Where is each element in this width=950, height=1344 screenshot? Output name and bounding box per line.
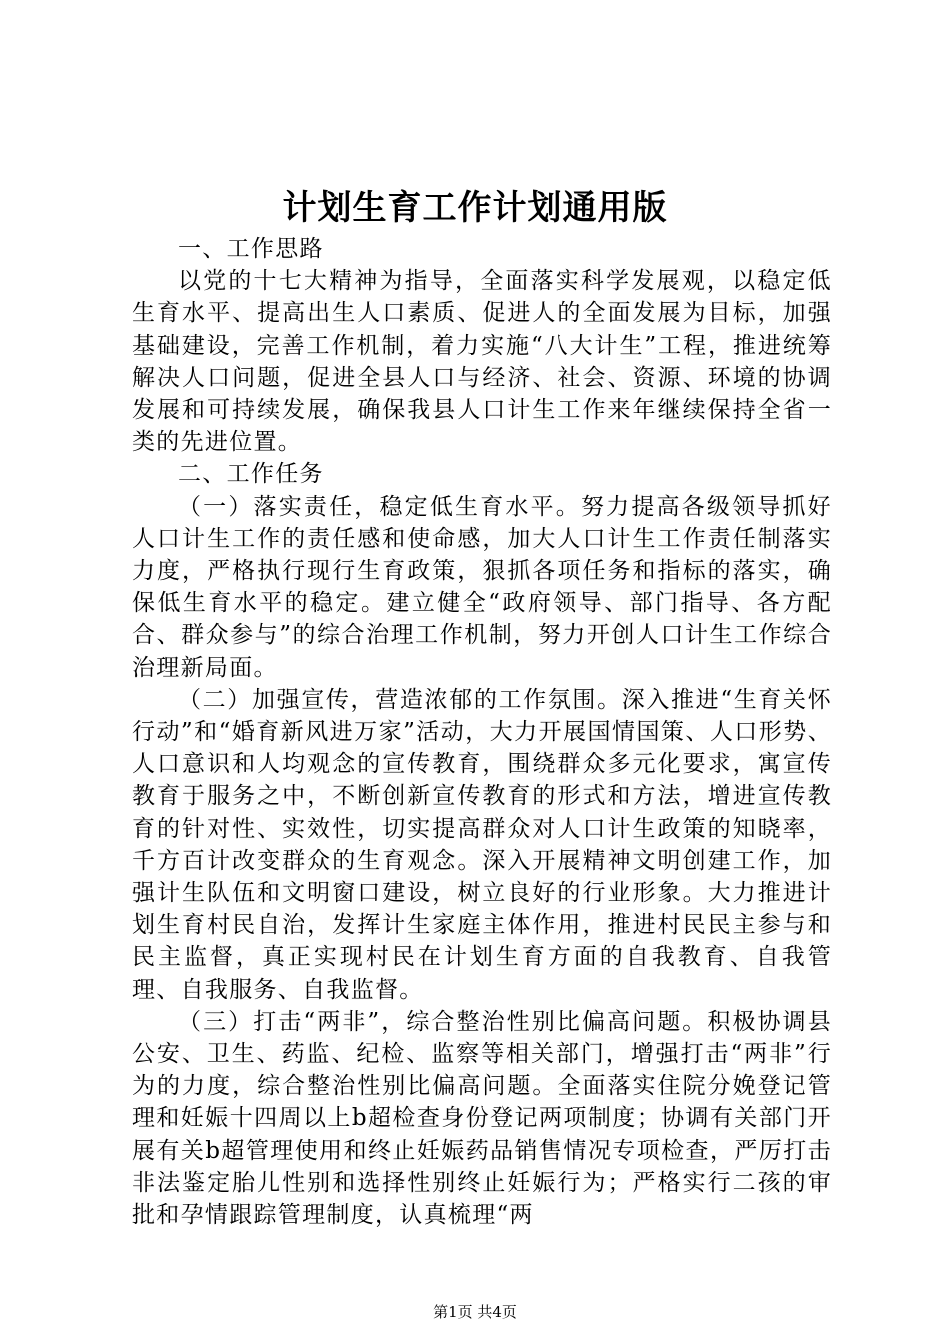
document-title: 计划生育工作计划通用版 [282, 188, 668, 228]
paragraph-work-idea: 以党的十七大精神为指导，全面落实科学发展观，以稳定低生育水平、提高出生人口素质、促进人的全面发展为目标，加强基础建设，完善工作机制，着力实施“八大计生”工程，推进统筹解决人口问题，促进全县人口与经济、社会、资源、环境的协调发展和可持续发展，确保我县人口计生工作来年继续保持全省一类的先进位置。 [132, 268, 832, 456]
section-heading-1: 一、工作思路 [178, 236, 324, 262]
paragraph-task-3: （三）打击“两非”，综合整治性别比偏高问题。积极协调县公安、卫生、药监、纪检、监察等相关部门，增强打击“两非”行为的力度，综合整治性别比偏高问题。全面落实住院分娩登记管理和妊娠十四周以上b超检查身份登记两项制度；协调有关部门开展有关b超管理使用和终止妊娠药品销售情况专项检查，严厉打击非法鉴定胎儿性别和选择性别终止妊娠行为；严格实行二孩的审批和孕情跟踪管理制度，认真梳理“两 [132, 1008, 832, 1229]
page-number: 第1页 共4页 [433, 1303, 517, 1321]
document-body [132, 233, 832, 1231]
section-heading-2: 二、工作任务 [178, 461, 324, 488]
paragraph-task-1: （一）落实责任，稳定低生育水平。努力提高各级领导抓好人口计生工作的责任感和使命感，加大人口计生工作责任制落实力度，严格执行现行生育政策，狠抓各项任务和指标的落实，确保低生育水平的稳定。建立健全“政府领导、部门指导、各方配合、群众参与”的综合治理工作机制，努力开创人口计生工作综合治理新局面。 [132, 493, 832, 681]
paragraph-task-2: （二）加强宣传，营造浓郁的工作氛围。深入推进“生育关怀行动”和“婚育新风进万家”活动，大力开展国情国策、人口形势、人口意识和人均观念的宣传教育，围绕群众多元化要求，寓宣传教育于服务之中，不断创新宣传教育的形式和方法，增进宣传教育的针对性、实效性，切实提高群众对人口计生政策的知晓率，千方百计改变群众的生育观念。深入开展精神文明创建工作，加强计生队伍和文明窗口建设，树立良好的行业形象。大力推进计划生育村民自治，发挥计生家庭主体作用，推进村民民主参与和民主监督，真正实现村民在计划生育方面的自我教育、自我管理、自我服务、自我监督。 [132, 686, 832, 1003]
